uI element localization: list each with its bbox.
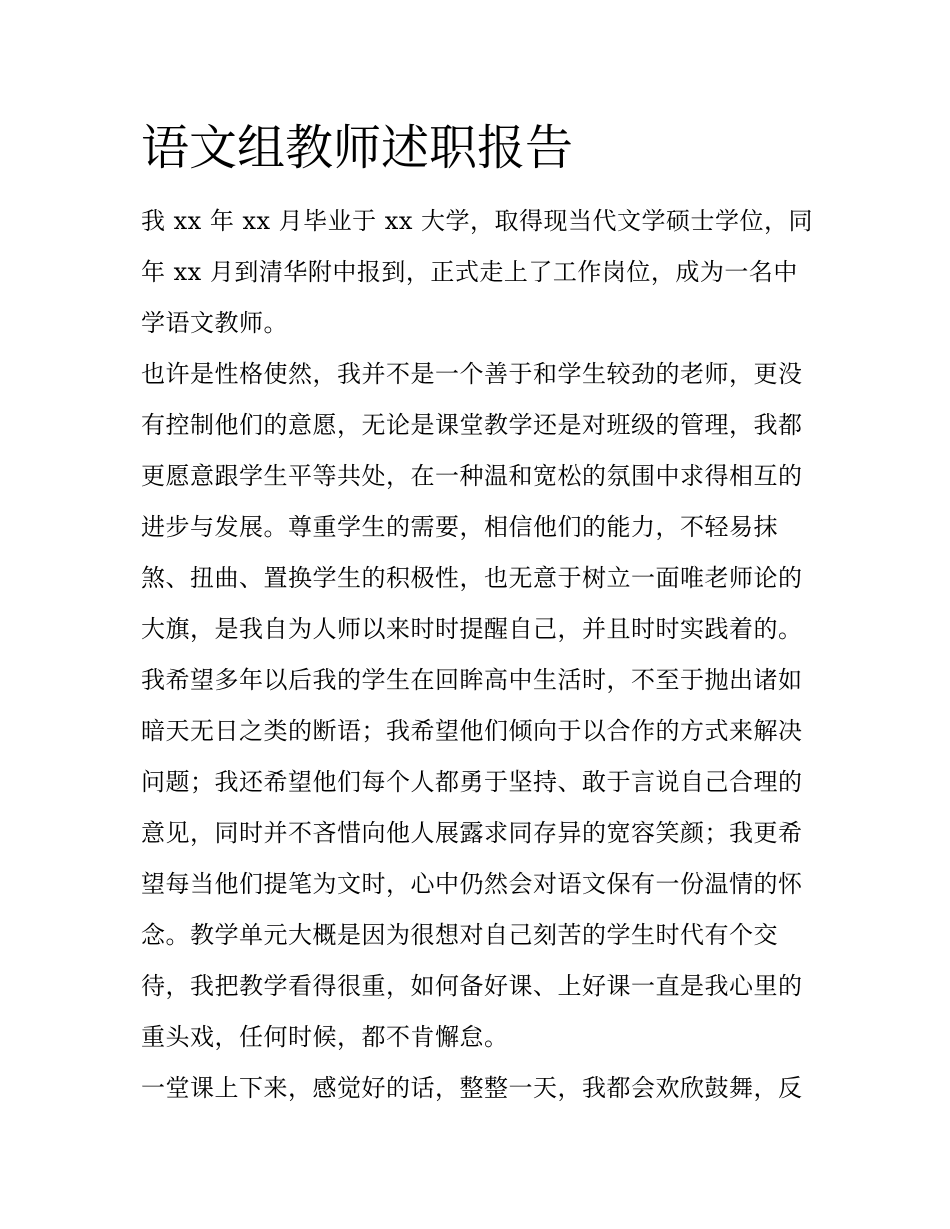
paragraph-line: 暗天无日之类的断语；我希望他们倾向于以合作的方式来解决 <box>141 717 803 745</box>
paragraph-line: 我 xx 年 xx 月毕业于 xx 大学，取得现当代文学硕士学位，同 <box>141 207 813 235</box>
paragraph-line: 望每当他们提笔为文时，心中仍然会对语文保有一份温情的怀 <box>141 870 803 898</box>
document-body <box>141 118 813 1114</box>
paragraph-line: 念。教学单元大概是因为很想对自己刻苦的学生时代有个交 <box>141 921 778 949</box>
document-title: 语文组教师述职报告 <box>141 120 574 176</box>
paragraph-1 <box>141 196 813 349</box>
paragraph-line: 重头戏，任何时候，都不肯懈怠。 <box>141 1023 509 1051</box>
paragraph-line: 有控制他们的意愿，无论是课堂教学还是对班级的管理，我都 <box>141 411 803 439</box>
paragraph-line: 也许是性格使然，我并不是一个善于和学生较劲的老师，更没 <box>141 360 803 388</box>
paragraph-line: 一堂课上下来，感觉好的话，整整一天，我都会欢欣鼓舞，反 <box>141 1074 803 1102</box>
paragraph-3 <box>141 1063 813 1114</box>
paragraph-line: 更愿意跟学生平等共处，在一种温和宽松的氛围中求得相互的 <box>141 462 803 490</box>
paragraph-line: 学语文教师。 <box>141 309 288 337</box>
paragraph-line: 意见，同时并不吝惜向他人展露求同存异的宽容笑颜；我更希 <box>141 819 803 847</box>
paragraph-line: 年 xx 月到清华附中报到，正式走上了工作岗位，成为一名中 <box>141 258 798 286</box>
paragraph-line: 我希望多年以后我的学生在回眸高中生活时，不至于抛出诸如 <box>141 666 803 694</box>
paragraph-line: 大旗，是我自为人师以来时时提醒自己，并且时时实践着的。 <box>141 615 803 643</box>
paragraph-line: 煞、扭曲、置换学生的积极性，也无意于树立一面唯老师论的 <box>141 564 803 592</box>
paragraph-line: 问题；我还希望他们每个人都勇于坚持、敢于言说自己合理的 <box>141 768 803 796</box>
paragraph-line: 待，我把教学看得很重，如何备好课、上好课一直是我心里的 <box>141 972 803 1000</box>
paragraph-line: 进步与发展。尊重学生的需要，相信他们的能力，不轻易抹 <box>141 513 778 541</box>
paragraph-2 <box>141 349 813 1063</box>
